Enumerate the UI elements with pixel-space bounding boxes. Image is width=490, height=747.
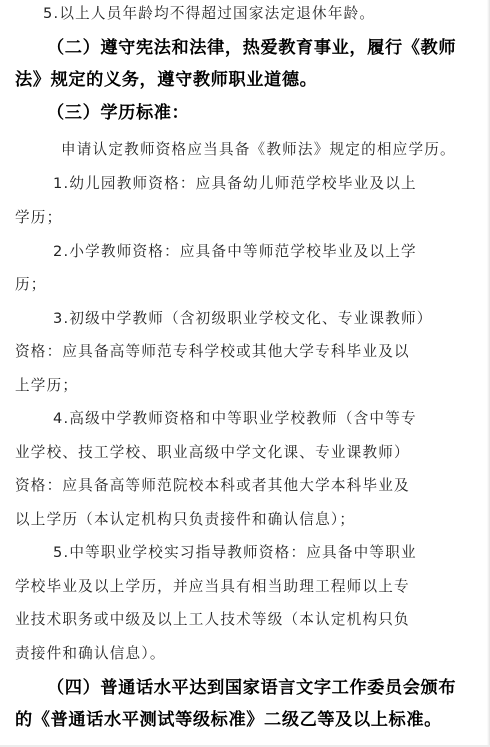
heading-section-four-line-1: （四）普通话水平达到国家语言文字工作委员会颁布 bbox=[47, 678, 457, 698]
list-item-1-line-2: 学历； bbox=[15, 209, 63, 226]
list-item-4-line-4: 以上学历（本认定机构只负责接件和确认信息）； bbox=[15, 511, 356, 528]
list-item-4-line-1: 4.高级中学教师资格和中等职业学校教师（含中等专 bbox=[53, 410, 417, 427]
list-item-3-line-1: 3.初级中学教师（含初级职业学校文化、专业课教师） bbox=[53, 310, 433, 327]
list-item-5-line-2: 学校毕业及以上学历，并应当具有相当助理工程师以上专 bbox=[15, 578, 410, 595]
heading-section-four-line-2: 的《普通话水平测试等级标准》二级乙等及以上标准。 bbox=[15, 710, 442, 730]
paragraph-education-intro: 申请认定教师资格应当具备《教师法》规定的相应学历。 bbox=[61, 141, 456, 158]
list-item-5-line-3: 业技术职务或中级及以上工人技术等级（本认定机构只负 bbox=[15, 611, 410, 628]
heading-section-two-line-1: （二）遵守宪法和法律，热爱教育事业，履行《教师 bbox=[47, 38, 457, 58]
list-item-3-line-3: 上学历； bbox=[15, 377, 79, 394]
list-item-4-line-3: 资格：应具备高等师范院校本科或者其他大学本科毕业及 bbox=[15, 477, 410, 494]
list-item-2-line-2: 历； bbox=[15, 276, 47, 293]
heading-section-three: （三）学历标准： bbox=[47, 103, 190, 123]
list-item-5-line-1: 5.中等职业学校实习指导教师资格：应具备中等职业 bbox=[53, 544, 417, 561]
list-item-2-line-1: 2.小学教师资格：应具备中等师范学校毕业及以上学 bbox=[53, 243, 417, 260]
list-item-4-line-2: 业学校、技工学校、职业高级中学文化课、专业课教师） bbox=[15, 444, 410, 461]
heading-section-two-line-2: 法》规定的义务，遵守教师职业道德。 bbox=[15, 70, 318, 90]
list-item-3-line-2: 资格：应具备高等师范专科学校或其他大学专科毕业及以 bbox=[15, 343, 410, 360]
list-item-1-line-1: 1.幼儿园教师资格：应具备幼儿师范学校毕业及以上 bbox=[53, 175, 417, 192]
list-item-5-line-4: 责接件和确认信息）。 bbox=[15, 645, 166, 662]
paragraph-age-limit: 5.以上人员年龄均不得超过国家法定退休年龄。 bbox=[43, 5, 376, 22]
